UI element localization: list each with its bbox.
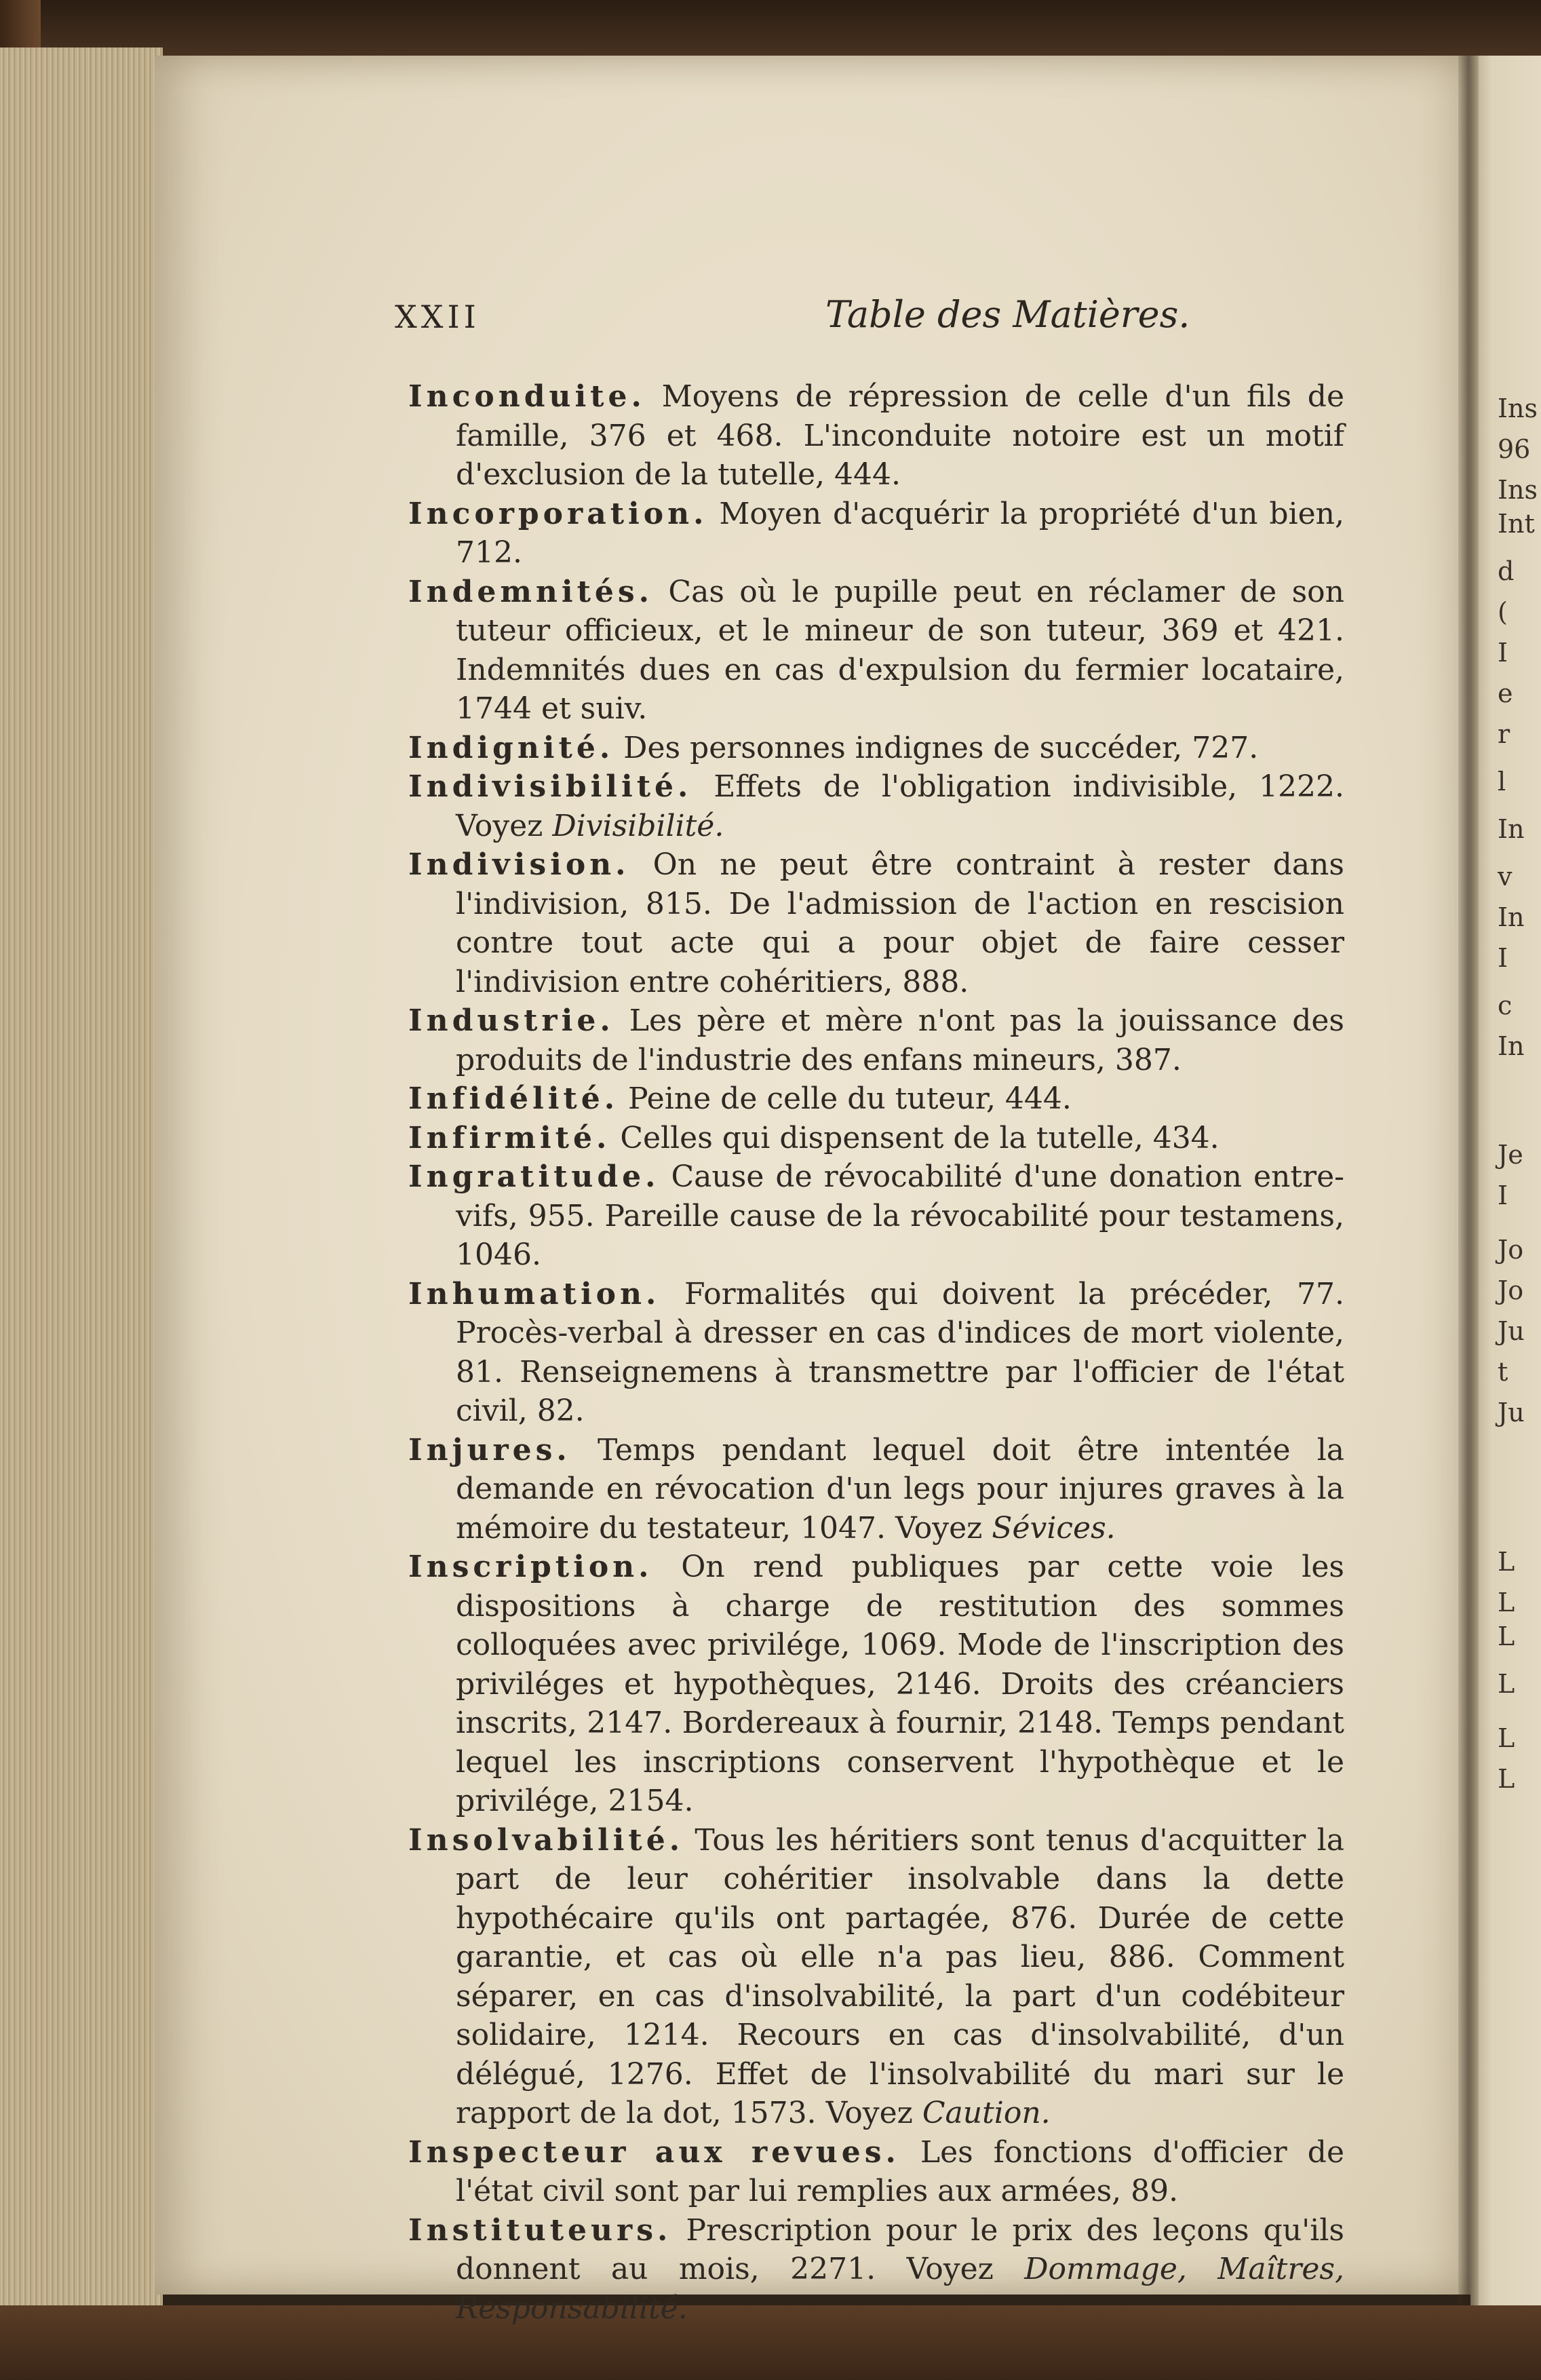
index-entry	[408, 2133, 1344, 2211]
entry-text: Les père et mère n'ont pas la jouissance des produits de l'industrie des enfans mineurs, 387.	[456, 1003, 1344, 1077]
index-entry	[408, 1548, 1344, 1821]
adjacent-fragment: Int	[1498, 509, 1535, 539]
adjacent-fragment: e	[1498, 678, 1513, 708]
adjacent-fragment: L	[1498, 1588, 1515, 1617]
adjacent-fragment: c	[1498, 991, 1513, 1020]
adjacent-fragment: Ins	[1498, 394, 1538, 423]
entry-term: Infirmité.	[408, 1120, 611, 1155]
entry-text: Temps pendant lequel doit être intentée la demande en révocation d'un legs pour injures graves à la mémoire du testateur, 1047. Voyez	[456, 1432, 1344, 1546]
adjacent-fragment: Jo	[1498, 1275, 1524, 1305]
entry-term: Inscription.	[408, 1550, 653, 1584]
entry-term: Indivisibilité.	[408, 769, 693, 804]
entry-text: Cas où le pupille peut en réclamer de son tuteur officieux, et le mineur de son tuteur, 369 et 421. Indemnités dues en cas d'expulsion du fermier locataire, 1744 et suiv.	[456, 574, 1344, 726]
adjacent-fragment: In	[1498, 1031, 1525, 1061]
entry-text: Moyens de répression de celle d'un fils de famille, 376 et 468. L'inconduite notoire est un motif d'exclusion de la tutelle, 444.	[456, 379, 1344, 492]
adjacent-fragment: Ins	[1498, 475, 1538, 505]
adjacent-fragment: L	[1498, 1723, 1515, 1753]
entry-text: Cause de révocabilité d'une donation entre-vifs, 955. Pareille cause de la révocabilité pour testamens, 1046.	[456, 1159, 1344, 1272]
index-entries	[408, 377, 1344, 2328]
entry-term: Ingratitude.	[408, 1159, 660, 1194]
adjacent-fragment: L	[1498, 1669, 1515, 1699]
index-entry	[408, 845, 1344, 1001]
index-entry	[408, 767, 1344, 845]
entry-term: Inspecteur aux revues.	[408, 2134, 900, 2170]
adjacent-fragment: 96	[1498, 434, 1531, 464]
adjacent-fragment: In	[1498, 814, 1525, 844]
index-entry	[408, 1157, 1344, 1275]
page-title: Table des Matières.	[825, 293, 1190, 336]
entry-term: Insolvabilité.	[408, 1822, 684, 1858]
book-gutter	[1458, 56, 1479, 2308]
entry-term: Injures.	[408, 1432, 571, 1467]
adjacent-fragment: Ju	[1498, 1316, 1525, 1346]
index-entry	[408, 1431, 1344, 1548]
book-top-edge	[0, 0, 1541, 61]
adjacent-fragment: L	[1498, 1764, 1515, 1794]
adjacent-fragment: d	[1498, 556, 1515, 586]
index-entry	[408, 1001, 1344, 1079]
entry-cross-reference: Divisibilité.	[552, 808, 724, 843]
adjacent-fragment: Ju	[1498, 1398, 1525, 1427]
index-entry	[408, 729, 1344, 768]
entry-cross-reference: Dommage, Maîtres, Responsabilité.	[456, 2252, 1344, 2326]
adjacent-fragment: In	[1498, 902, 1525, 932]
entry-text: Prescription pour le prix des leçons qu'ils donnent au mois, 2271. Voyez	[456, 2212, 1344, 2286]
adjacent-fragment: l	[1498, 767, 1506, 796]
index-entry	[408, 377, 1344, 495]
entry-text: Effets de l'obligation indivisible, 1222. Voyez	[456, 769, 1344, 843]
entry-cross-reference: Caution.	[922, 2096, 1051, 2130]
entry-text: Tous les héritiers sont tenus d'acquitter la part de leur cohéritier insolvable dans la dette hypothécaire qu'ils ont partagée, 876. Durée de cette garantie, et cas où elle n'a pas lieu, 886. Comment séparer, en cas d'insolvabilité, la part d'un codébiteur solidaire, 1214. Recours en cas d'insolvabilité, d'un délégué, 1276. Effet de l'insolvabilité du mari sur le rapport de la dot, 1573. Voyez	[456, 1822, 1344, 2130]
entry-term: Inconduite.	[408, 379, 646, 414]
entry-text: Formalités qui doivent la précéder, 77. Procès-verbal à dresser en cas d'indices de mort violente, 81. Renseignemens à transmettre par l'officier de l'état civil, 82.	[456, 1276, 1344, 1428]
index-entry	[408, 1079, 1344, 1119]
entry-text: Les fonctions d'officier de l'état civil sont par lui remplies aux armées, 89.	[456, 2134, 1344, 2208]
entry-term: Inhumation.	[408, 1276, 661, 1311]
index-entry	[408, 1119, 1344, 1158]
index-entry	[408, 495, 1344, 573]
entry-text: Celles qui dispensent de la tutelle, 434.	[620, 1120, 1220, 1155]
entry-text: On rend publiques par cette voie les dispositions à charge de restitution des sommes colloquées avec privilége, 1069. Mode de l'inscription des priviléges et hypothèques, 2146. Droits des créanciers inscrits, 2147. Bordereaux à fournir, 2148. Temps pendant lequel les inscriptions conservent l'hypothèque et le privilége, 2154.	[456, 1550, 1344, 1818]
adjacent-fragment: Jo	[1498, 1235, 1524, 1265]
entry-term: Instituteurs.	[408, 2212, 672, 2248]
entry-term: Indignité.	[408, 730, 615, 765]
adjacent-fragment: L	[1498, 1547, 1515, 1577]
adjacent-fragment: t	[1498, 1357, 1508, 1387]
index-entry	[408, 1821, 1344, 2133]
adjacent-fragment: (	[1498, 597, 1508, 627]
adjacent-fragment: I	[1498, 638, 1508, 668]
adjacent-fragment: I	[1498, 1181, 1508, 1210]
entry-term: Indemnités.	[408, 574, 654, 609]
entry-cross-reference: Sévices.	[992, 1510, 1116, 1546]
entry-text: Moyen d'acquérir la propriété d'un bien, 712.	[456, 496, 1344, 570]
adjacent-fragment: Je	[1498, 1140, 1523, 1170]
entry-term: Indivision.	[408, 847, 630, 882]
page-number: XXII	[395, 299, 480, 335]
adjacent-fragment: I	[1498, 943, 1508, 973]
index-entry	[408, 2211, 1344, 2328]
entry-text: Peine de celle du tuteur, 444.	[628, 1081, 1072, 1116]
entry-term: Industrie.	[408, 1003, 615, 1038]
adjacent-fragment: v	[1498, 862, 1513, 891]
entry-term: Infidélité.	[408, 1081, 619, 1116]
adjacent-fragment: r	[1498, 719, 1510, 749]
page-edges-left	[0, 47, 163, 2380]
entry-text: On ne peut être contraint à rester dans l'indivision, 815. De l'admission de l'action en rescision contre tout acte qui a pour objet de faire cesser l'indivision entre cohéritiers, 888.	[456, 847, 1344, 999]
index-entry	[408, 573, 1344, 729]
index-entry	[408, 1275, 1344, 1431]
entry-text: Des personnes indignes de succéder, 727.	[623, 730, 1259, 765]
adjacent-fragment: L	[1498, 1621, 1515, 1651]
running-header	[252, 293, 1338, 341]
entry-term: Incorporation.	[408, 496, 708, 531]
